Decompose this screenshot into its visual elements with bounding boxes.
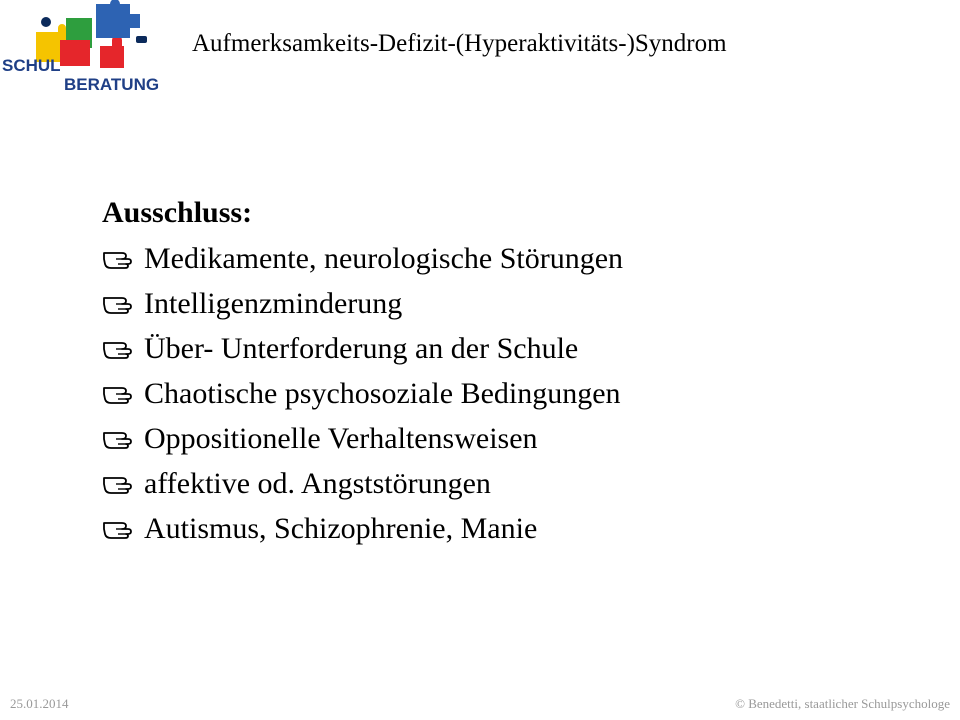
list-item [102, 371, 623, 416]
list-item-text: Medikamente, neurologische Störungen [144, 242, 624, 275]
list-item-text: Intelligenzminderung [144, 287, 403, 320]
pointing-hand-icon [102, 461, 144, 506]
list-item-text: Oppositionelle Verhaltensweisen [144, 422, 538, 455]
pointing-hand-icon [102, 371, 144, 416]
logo-text-beratung: BERATUNG [64, 75, 160, 94]
footer-date: 25.01.2014 [10, 696, 69, 711]
schulberatung-logo [0, 0, 180, 100]
list-item [102, 326, 623, 371]
pointing-hand-icon [102, 506, 144, 551]
pointing-hand-icon [102, 236, 144, 281]
list-item [102, 461, 623, 506]
pointing-hand-icon [102, 416, 144, 461]
logo-text-schul: SCHUL [2, 56, 61, 75]
list-item-text: Autismus, Schizophrenie, Manie [144, 512, 538, 545]
page-title: Aufmerksamkeits-Defizit-(Hyperaktivitäts-)Syndrom [192, 30, 727, 57]
list-item [102, 281, 623, 326]
footer-copyright: © Benedetti, staatlicher Schulpsychologe [735, 696, 950, 711]
pointing-hand-icon [102, 281, 144, 326]
list-item-text: Über- Unterforderung an der Schule [144, 332, 579, 365]
section-heading: Ausschluss: [102, 196, 253, 229]
list-item-text: affektive od. Angststörungen [144, 467, 491, 500]
list-item [102, 236, 623, 281]
pointing-hand-icon [102, 326, 144, 371]
exclusion-list [102, 236, 623, 551]
list-item [102, 506, 623, 551]
puzzle-logo-graphic [0, 0, 180, 100]
list-item [102, 416, 623, 461]
list-item-text: Chaotische psychosoziale Bedingungen [144, 377, 621, 410]
slide-content [102, 190, 623, 551]
